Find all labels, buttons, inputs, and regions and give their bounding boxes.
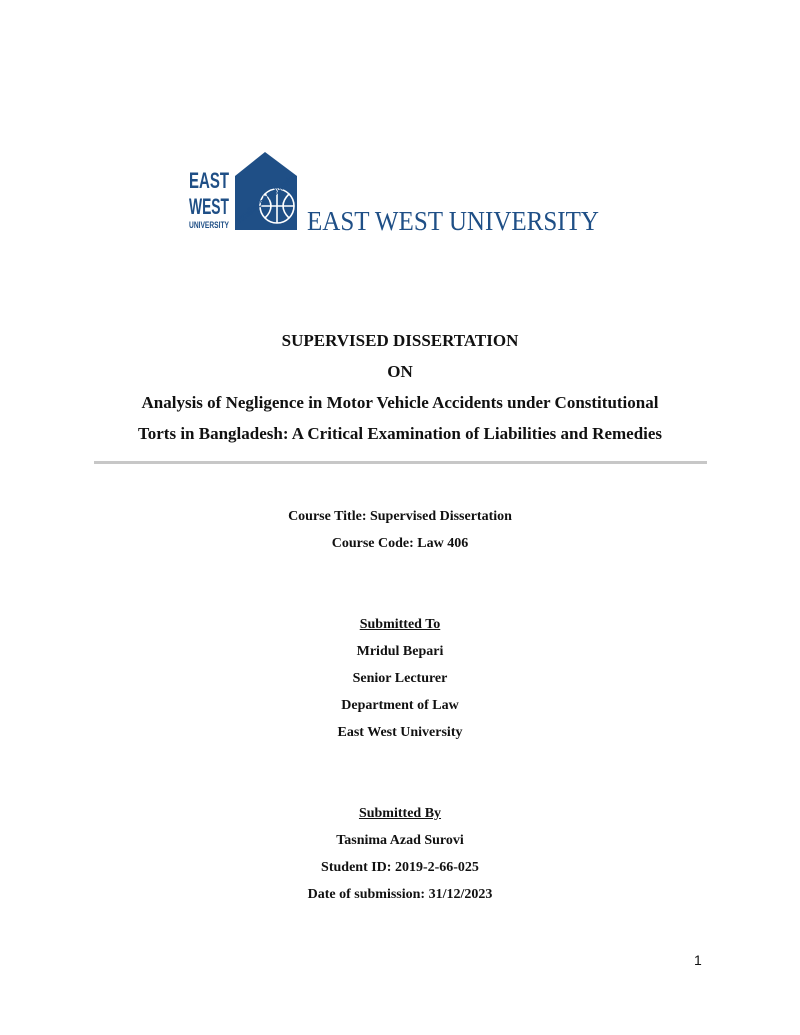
logo-tagline: excellence in education bbox=[234, 148, 330, 227]
course-code: Course Code: Law 406 bbox=[331, 536, 469, 551]
submitted-by-section bbox=[0, 800, 800, 908]
page-number: 1 bbox=[694, 952, 702, 968]
heading-line-2: ON bbox=[387, 362, 413, 381]
course-info bbox=[0, 503, 800, 557]
logo-wordmark: EAST WEST UNIVERSITY bbox=[307, 206, 599, 236]
submitted-to-section bbox=[0, 611, 800, 746]
student-name: Tasnima Azad Surovi bbox=[336, 833, 464, 848]
submission-date: Date of submission: 31/12/2023 bbox=[307, 887, 493, 902]
submitted-to-label: Submitted To bbox=[359, 617, 441, 632]
title-line-1: Analysis of Negligence in Motor Vehicle Accidents under Constitutional bbox=[141, 393, 659, 412]
horizontal-divider bbox=[94, 461, 707, 464]
student-id: Student ID: 2019-2-66-025 bbox=[321, 860, 479, 875]
dissertation-heading bbox=[0, 325, 800, 449]
logo-mark-line-1: EAST bbox=[189, 168, 230, 193]
supervisor-position: Senior Lecturer bbox=[352, 671, 448, 686]
logo-mark-line-2: WEST bbox=[189, 194, 230, 219]
submitted-by-label: Submitted By bbox=[358, 806, 442, 821]
supervisor-name: Mridul Bepari bbox=[356, 644, 444, 659]
supervisor-department: Department of Law bbox=[341, 698, 459, 713]
heading-line-1: SUPERVISED DISSERTATION bbox=[281, 331, 519, 350]
logo-mark-line-3: UNIVERSITY bbox=[189, 220, 229, 230]
title-line-2: Torts in Bangladesh: A Critical Examination of Liabilities and Remedies bbox=[137, 424, 663, 443]
university-logo bbox=[187, 148, 607, 238]
course-title: Course Title: Supervised Dissertation bbox=[288, 509, 512, 524]
supervisor-institution: East West University bbox=[337, 725, 463, 740]
